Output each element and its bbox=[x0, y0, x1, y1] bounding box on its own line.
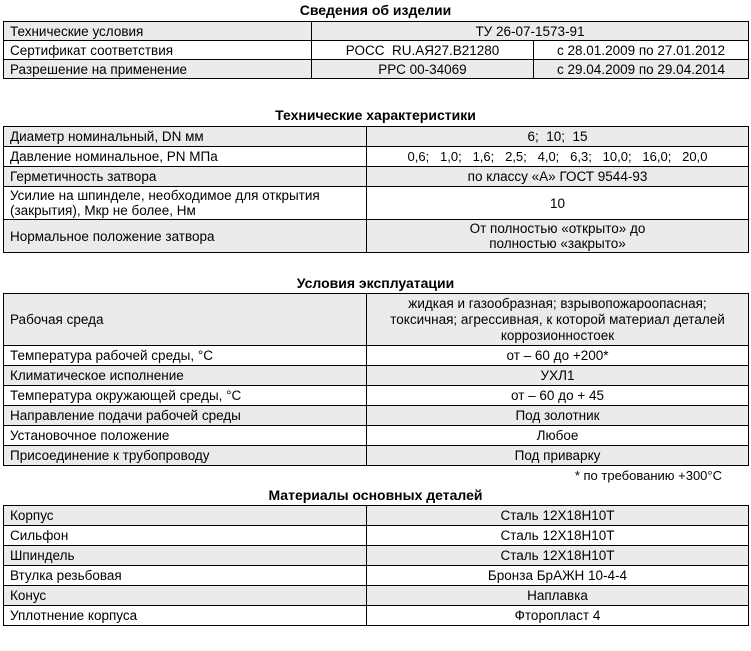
table-row bbox=[4, 566, 749, 586]
table-row bbox=[4, 60, 749, 79]
table-row bbox=[4, 506, 749, 526]
row-value: от – 60 до + 45 bbox=[367, 386, 749, 406]
row-label: Втулка резьбовая bbox=[4, 566, 367, 586]
row-value: Фторопласт 4 bbox=[367, 606, 749, 626]
row-label: Направление подачи рабочей среды bbox=[4, 406, 367, 426]
row-value: РОСС RU.АЯ27.В21280 bbox=[312, 41, 534, 60]
section-title-materials: Материалы основных деталей bbox=[268, 487, 483, 503]
row-label: Нормальное положение затвора bbox=[4, 220, 367, 253]
row-label: Диаметр номинальный, DN мм bbox=[4, 127, 367, 147]
row-label: Технические условия bbox=[4, 22, 312, 41]
operating-conditions-table bbox=[3, 293, 749, 466]
row-value: Сталь 12Х18Н10Т bbox=[367, 526, 749, 546]
table-row bbox=[4, 294, 749, 346]
row-value: УХЛ1 bbox=[367, 366, 749, 386]
footnote: * по требованию +300°С bbox=[574, 468, 722, 483]
table-row bbox=[4, 586, 749, 606]
table-row bbox=[4, 366, 749, 386]
row-label: Рабочая среда bbox=[4, 294, 367, 346]
row-value: 0,6; 1,0; 1,6; 2,5; 4,0; 6,3; 10,0; 16,0; 20,0 bbox=[367, 147, 749, 167]
table-row bbox=[4, 546, 749, 566]
row-label: Климатическое исполнение bbox=[4, 366, 367, 386]
row-label: Конус bbox=[4, 586, 367, 606]
spacer bbox=[3, 253, 748, 274]
section-title-product-info: Сведения об изделии bbox=[299, 2, 452, 18]
tech-specs-table bbox=[3, 126, 749, 253]
row-label: Усилие на шпинделе, необходимое для открытия (закрытия), Мкр не более, Нм bbox=[4, 187, 367, 220]
product-info-table bbox=[3, 21, 749, 79]
row-value: Бронза БрАЖН 10-4-4 bbox=[367, 566, 749, 586]
table-row bbox=[4, 41, 749, 60]
row-label: Давление номинальное, PN МПа bbox=[4, 147, 367, 167]
row-label: Разрешение на применение bbox=[4, 60, 312, 79]
row-value: Сталь 12Х18Н10Т bbox=[367, 546, 749, 566]
row-value: Сталь 12Х18Н10Т bbox=[367, 506, 749, 526]
row-label: Уплотнение корпуса bbox=[4, 606, 367, 626]
table-row bbox=[4, 446, 749, 466]
table-row bbox=[4, 22, 749, 41]
table-row bbox=[4, 426, 749, 446]
row-value: 6; 10; 15 bbox=[367, 127, 749, 147]
table-row bbox=[4, 606, 749, 626]
row-label: Шпиндель bbox=[4, 546, 367, 566]
table-row bbox=[4, 220, 749, 253]
row-value: от – 60 до +200* bbox=[367, 346, 749, 366]
row-label: Сертификат соответствия bbox=[4, 41, 312, 60]
row-label: Установочное положение bbox=[4, 426, 367, 446]
row-value: 10 bbox=[367, 187, 749, 220]
row-value: Под золотник bbox=[367, 406, 749, 426]
table-row bbox=[4, 346, 749, 366]
row-validity: с 29.04.2009 по 29.04.2014 bbox=[534, 60, 749, 79]
table-row bbox=[4, 526, 749, 546]
row-value: по классу «А» ГОСТ 9544-93 bbox=[367, 167, 749, 187]
materials-table bbox=[3, 505, 749, 626]
row-value: Под приварку bbox=[367, 446, 749, 466]
row-value: ТУ 26-07-1573-91 bbox=[312, 22, 749, 41]
table-row bbox=[4, 406, 749, 426]
section-title-tech-specs: Технические характеристики bbox=[275, 107, 476, 123]
spacer bbox=[3, 79, 748, 105]
row-label: Корпус bbox=[4, 506, 367, 526]
section-title-operating-conditions: Условия эксплуатации bbox=[296, 275, 455, 291]
table-row bbox=[4, 147, 749, 167]
row-label: Присоединение к трубопроводу bbox=[4, 446, 367, 466]
table-row bbox=[4, 187, 749, 220]
row-label: Сильфон bbox=[4, 526, 367, 546]
row-value bbox=[367, 294, 749, 346]
row-value bbox=[367, 220, 749, 253]
table-row bbox=[4, 127, 749, 147]
row-label: Температура окружающей среды, °С bbox=[4, 386, 367, 406]
row-value: Наплавка bbox=[367, 586, 749, 606]
row-label: Герметичность затвора bbox=[4, 167, 367, 187]
product-spec-document bbox=[3, 0, 748, 626]
row-validity: с 28.01.2009 по 27.01.2012 bbox=[534, 41, 749, 60]
row-value-text: жидкая и газообразная; взрывопожароопасная; токсичная; агрессивная, к которой материал деталей коррозионностоек bbox=[390, 295, 725, 343]
table-row bbox=[4, 386, 749, 406]
row-value-text: От полностью «открыто» до полностью «закрыто» bbox=[469, 221, 646, 251]
row-value: Любое bbox=[367, 426, 749, 446]
row-label: Температура рабочей среды, °С bbox=[4, 346, 367, 366]
row-value: РРС 00-34069 bbox=[312, 60, 534, 79]
table-row bbox=[4, 167, 749, 187]
